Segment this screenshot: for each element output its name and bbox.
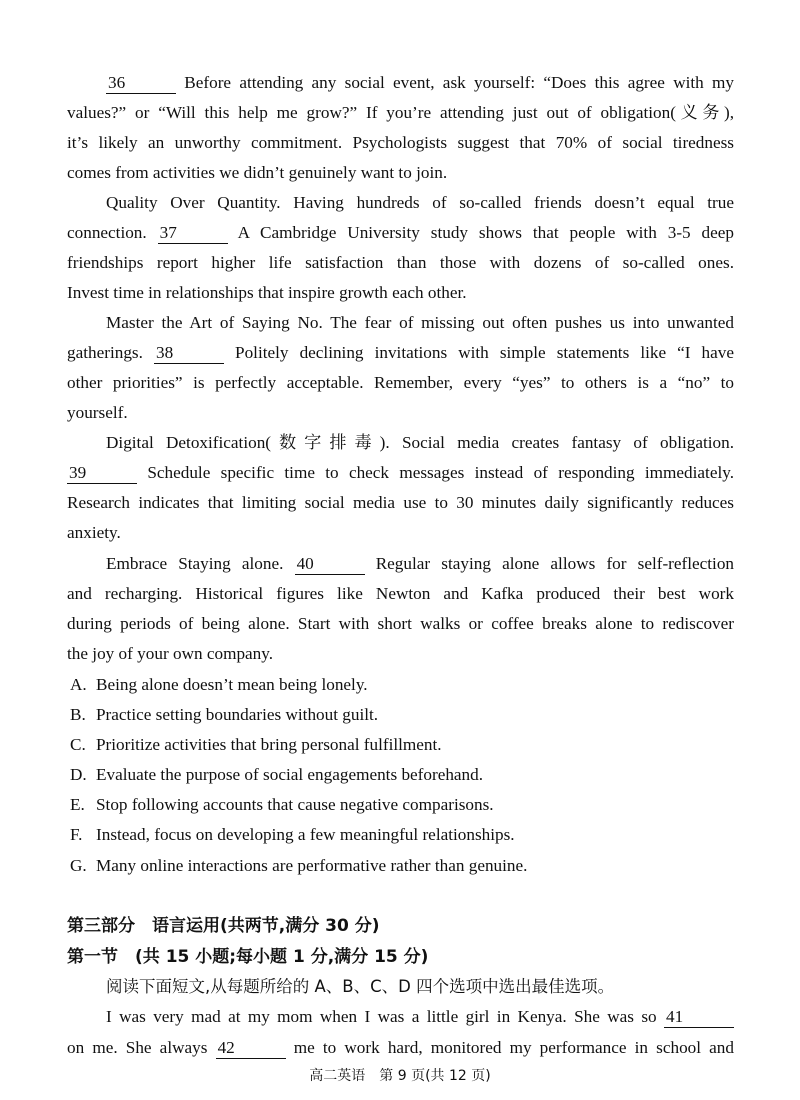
p40-line-1: Embrace Staying alone. 40 Regular staying alone allows for self-reflection xyxy=(106,554,734,573)
p39-line-2: 39 Schedule specific time to check messages instead of responding immediately. xyxy=(69,463,734,482)
p37-line-4: Invest time in relationships that inspire growth each other. xyxy=(67,283,467,302)
cloze-line-2: on me. She always 42 me to work hard, monitored my performance in school and xyxy=(67,1038,734,1057)
p39-line-1: Digital Detoxification(数字排毒). Social media creates fantasy of obligation. xyxy=(106,433,734,452)
cloze-line-1: I was very mad at my mom when I was a little girl in Kenya. She was so 41 xyxy=(106,1005,734,1029)
option-e: E. Stop following accounts that cause negative comparisons. xyxy=(70,795,494,814)
p38-line-1: Master the Art of Saying No. The fear of missing out often pushes us into unwanted xyxy=(106,313,734,332)
p39-line-4: anxiety. xyxy=(67,523,121,542)
option-b: B. Practice setting boundaries without guilt. xyxy=(70,705,379,724)
option-d: D. Evaluate the purpose of social engagements beforehand. xyxy=(70,765,484,784)
option-f: F. Instead, focus on developing a few meaningful relationships. xyxy=(70,825,515,844)
p37-line-1: Quality Over Quantity. Having hundreds of so-called friends doesn’t equal true xyxy=(106,193,734,212)
p36-line-3: it’s likely an unworthy commitment. Psychologists suggest that 70% of social tiredness xyxy=(67,133,734,152)
page-footer: 高二英语 第 9 页(共 12 页) xyxy=(309,1068,491,1084)
p38-line-3: other priorities” is perfectly acceptable. Remember, every “yes” to others is a “no” to xyxy=(67,373,734,392)
section-instruction: 阅读下面短文,从每题所给的 A、B、C、D 四个选项中选出最佳选项。 xyxy=(106,977,615,996)
p39-line-3: Research indicates that limiting social media use to 30 minutes daily significantly reduces xyxy=(67,493,734,512)
blank-38: 38 xyxy=(154,343,224,364)
part-three-title: 第三部分 语言运用(共两节,满分 30 分) xyxy=(67,916,380,936)
p36-line-2: values?” or “Will this help me grow?” If you’re attending just out of obligation(义务), xyxy=(67,103,734,122)
p38-line-2: gatherings. 38 Politely declining invitations with simple statements like “I have xyxy=(67,343,734,362)
p37-line-2: connection. 37 A Cambridge University study shows that people with 3-5 deep xyxy=(67,223,734,242)
p40-line-3: during periods of being alone. Start with short walks or coffee breaks alone to rediscover xyxy=(67,614,734,633)
p36-line-4: comes from activities we didn’t genuinely want to join. xyxy=(67,163,448,182)
p37-line-3: friendships report higher life satisfaction than those with dozens of so-called ones. xyxy=(67,253,734,272)
p40-line-4: the joy of your own company. xyxy=(67,644,274,663)
blank-39: 39 xyxy=(67,463,137,484)
option-a: A. Being alone doesn’t mean being lonely. xyxy=(70,675,368,694)
option-g: G. Many online interactions are performative rather than genuine. xyxy=(70,856,528,875)
option-c: C. Prioritize activities that bring personal fulfillment. xyxy=(70,735,442,754)
blank-42: 42 xyxy=(216,1038,286,1059)
blank-41: 41 xyxy=(664,1007,734,1028)
blank-37: 37 xyxy=(158,223,228,244)
p40-line-2: and recharging. Historical figures like Newton and Kafka produced their best work xyxy=(67,584,734,603)
section-one-title: 第一节 (共 15 小题;每小题 1 分,满分 15 分) xyxy=(67,947,429,967)
blank-40: 40 xyxy=(295,554,365,575)
blank-36: 36 xyxy=(106,73,176,94)
p36-line-1: 36 Before attending any social event, ask yourself: “Does this agree with my xyxy=(108,73,734,92)
p38-line-4: yourself. xyxy=(67,403,128,422)
